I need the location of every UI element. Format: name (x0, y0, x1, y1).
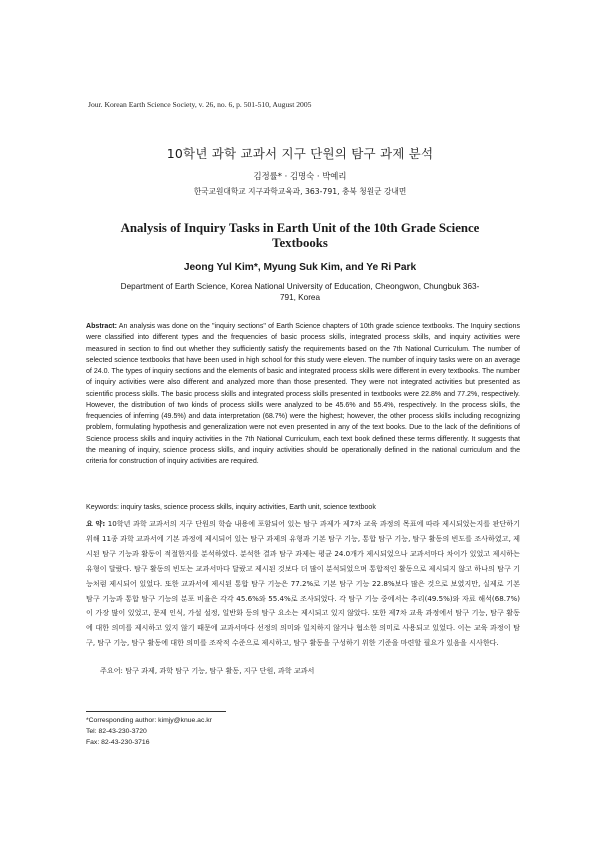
footnotes (86, 715, 212, 748)
footnote-divider (86, 711, 226, 712)
english-title: Analysis of Inquiry Tasks in Earth Unit of the 10th Grade Science Textbooks (120, 221, 480, 250)
korean-affiliation: 한국교원대학교 지구과학교육과, 363-791, 충북 청원군 강내면 (193, 187, 407, 196)
korean-keywords-label: 주요어: (100, 666, 123, 675)
english-abstract (86, 321, 520, 467)
korean-summary-text: 10학년 과학 교과서의 지구 단원의 학습 내용에 포함되어 있는 탐구 과제가 제7차 교육 과정의 목표에 따라 제시되었는지를 판단하기 위해 11종 과학 교과서에 기본 과정에 제시되어 있는 탐구 과제의 유형과 기본 탐구 기능, 통합 탐구 기능, 탐구 활동의 빈도를 조사하였고, 제시된 탐구 기능과 활동이 적절한지를 분석하였다. 분석한 결과 탐구 과제는 평균 24.0개가 제시되었으나 교과서마다 차이가 있었고 제시하는 유형이 달랐다. 탐구 활동의 빈도는 교과서마다 달랐고 제시된 것보다 더 많이 분석되었으며 통합적인 활동으로 제시되지 않고 하나의 탐구 기능처럼 제시되어 있었다. 또한 교과서에 제시된 통합 탐구 기능은 77.2%로 기본 탐구 기능 22.8%보다 많은 것으로 보였지만, 실제로 기본 탐구 기능과 통합 탐구 기능의 분포 비율은 각각 45.6%와 55.4%로 조사되었다. 각 탐구 기능 중에서는 추리(49.5%)와 자료 해석(68.7%)이 가장 많이 있었고, 문제 인식, 가설 설정, 일반화 등의 탐구 요소는 제시되고 있지 않았다. 또한 제7차 교육 과정에서 탐구 기능, 탐구 활동에 대한 의미를 제시하고 있지 않기 때문에 교과서마다 선정의 의미와 일치하지 않거나 협소한 의미로 사용되고 있었다. 이는 교육 과정이 탐구, 탐구 기능, 탐구 활동에 대한 의미를 조작적 수준으로 제시하고, 탐구 활동을 구성하기 위한 기준을 마련할 필요가 있음을 시사한다. (86, 519, 520, 648)
korean-keywords-text: 탐구 과제, 과학 탐구 기능, 탐구 활동, 지구 단원, 과학 교과서 (125, 666, 315, 675)
english-authors: Jeong Yul Kim*, Myung Suk Kim, and Ye Ri Park (183, 262, 417, 273)
keywords-text: inquiry tasks, science process skills, inquiry activities, Earth unit, science textbook (120, 504, 376, 511)
english-keywords (86, 502, 520, 513)
fax-note: Fax: 82-43-230-3716 (86, 739, 150, 746)
corresponding-author-note: *Corresponding author: kimjy@knue.ac.kr (86, 717, 212, 724)
english-affiliation: Department of Earth Science, Korea National University of Education, Cheongwon, Chungbuk 363-791, Korea (120, 282, 480, 302)
telephone-note: Tel: 82-43-230-3720 (86, 728, 147, 735)
abstract-label: Abstract: (86, 323, 117, 330)
korean-summary (86, 517, 520, 651)
abstract-text: An analysis was done on the "inquiry sections" of Earth Science chapters of 10th grade science textbooks. The Inquiry sections were classified into different types and the frequencies of basic process skills, integrated process skills, and inquiry activities were measured in section to find out whether they sufficiently satisfy the requirements based on the 7th National Curriculum. The number of selected science textbooks that have been used in high school for this study were eleven. The number of inquiry tasks were on an average of 24.0. The types of inquiry sections and the elements of basic and integrated process skills were different in every textbooks. The number of inquiry activities were also different and analyzed more than those presented. They were not integrated activities but presented as scientific process skills. The basic process skills and integrated process skills presented in textbooks were 22.8% and 77.2%, respectively. However, the distribution of two kinds of process skills were analyzed to be 45.6% and 55.4%, respectively. In the process skills, the frequencies of inferring (49.5%) and data interpretation (68.7%) were the highest; however, the other process skills including recognizing problem, formulating hypothesis and generalization were not even presented in any of the text books. Due to the lack of the definitions of Science process skills and inquiry activities in the 7th National Curriculum, each text book defined these terms differently. It suggests that the meaning of inquiry, science process skills, and inquiry activities should be operationally defined in the national curriculum and the criteria for construction of inquiry activities are required. (86, 323, 520, 465)
journal-reference: Jour. Korean Earth Science Society, v. 26, no. 6, p. 501-510, August 2005 (88, 100, 312, 109)
korean-summary-label: 요 약: (86, 519, 106, 528)
korean-title: 10학년 과학 교과서 지구 단원의 탐구 과제 분석 (166, 146, 434, 161)
korean-keywords (100, 666, 520, 676)
korean-authors: 김정률* · 김명숙 · 박예리 (253, 171, 347, 181)
keywords-label: Keywords: (86, 504, 119, 511)
